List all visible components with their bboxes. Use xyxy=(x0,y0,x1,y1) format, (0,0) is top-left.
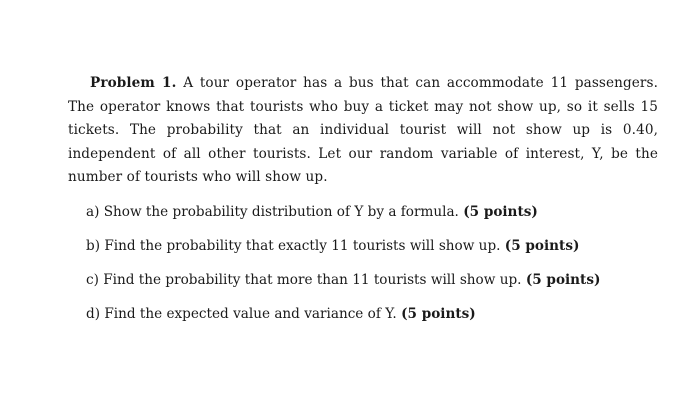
part-points: (5 points) xyxy=(504,238,580,254)
part-points: (5 points) xyxy=(525,272,601,288)
problem-text: A tour operator has a bus that can accommodate 11 passengers. The operator knows that tourists who buy a ticket may not show up, so it sells 15 tickets. The probability that an individual tourist will not show up is 0.40, independent of all other tourists. Let our random variable of interest, Y, be the number of tourists who will show up. xyxy=(68,75,659,185)
part-text: c) Find the probability that more than 11 tourists will show up. xyxy=(86,272,522,288)
part-text: a) Show the probability distribution of Y by a formula. xyxy=(86,204,459,220)
problem-parts-list xyxy=(86,201,666,337)
part-text: b) Find the probability that exactly 11 tourists will show up. xyxy=(86,238,501,254)
part-points: (5 points) xyxy=(463,204,538,220)
problem-part-c xyxy=(86,269,666,303)
problem-part-d xyxy=(86,303,666,337)
problem-part-a xyxy=(86,201,666,235)
problem-part-b xyxy=(86,235,666,269)
part-points: (5 points) xyxy=(401,306,476,322)
problem-statement xyxy=(68,72,658,190)
problem-label: Problem 1. xyxy=(90,75,177,91)
part-text: d) Find the expected value and variance of Y. xyxy=(86,306,397,322)
